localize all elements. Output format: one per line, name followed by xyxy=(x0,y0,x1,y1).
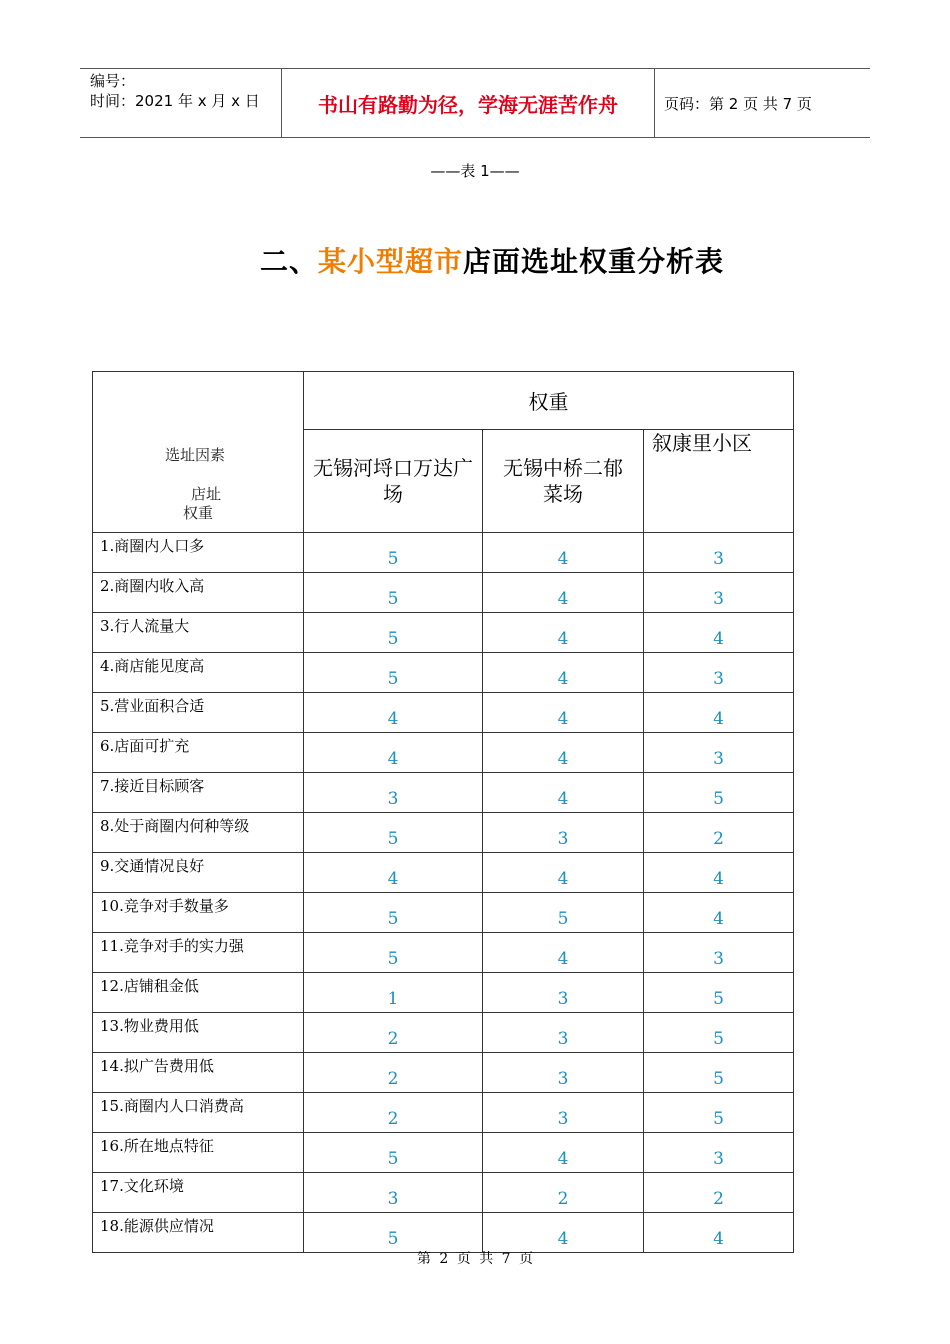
factor-label: 7.接近目标顾客 xyxy=(93,773,304,813)
weight-value: 5 xyxy=(644,1093,794,1133)
weight-value: 2 xyxy=(304,1013,483,1053)
factor-label: 17.文化环境 xyxy=(93,1173,304,1213)
page-header xyxy=(80,68,870,138)
weight-value: 3 xyxy=(644,933,794,973)
weight-value: 5 xyxy=(304,533,483,573)
weight-header: 权重 xyxy=(304,372,794,430)
factor-label: 5.营业面积合适 xyxy=(93,693,304,733)
weight-value: 4 xyxy=(483,853,644,893)
table-row xyxy=(93,1093,794,1133)
title-highlight: 某小型超市 xyxy=(317,245,463,278)
table-caption: ——表 1—— xyxy=(430,162,520,180)
table-row xyxy=(93,1213,794,1253)
weight-value: 5 xyxy=(304,813,483,853)
weight-value: 5 xyxy=(304,613,483,653)
weight-value: 3 xyxy=(483,1053,644,1093)
weight-value: 4 xyxy=(644,613,794,653)
weight-value: 3 xyxy=(644,573,794,613)
table-row xyxy=(93,533,794,573)
header-meta xyxy=(90,71,260,111)
weight-value: 5 xyxy=(304,573,483,613)
weight-value: 5 xyxy=(304,893,483,933)
title-prefix: 二、 xyxy=(259,245,318,278)
factor-label: 1.商圈内人口多 xyxy=(93,533,304,573)
table-row xyxy=(93,1053,794,1093)
title-suffix: 店面选址权重分析表 xyxy=(463,245,725,278)
weight-value: 4 xyxy=(304,853,483,893)
factor-label: 2.商圈内收入高 xyxy=(93,573,304,613)
factor-label: 13.物业费用低 xyxy=(93,1013,304,1053)
weight-value: 4 xyxy=(644,1213,794,1253)
table-row xyxy=(93,693,794,733)
table-row xyxy=(93,733,794,773)
weight-value: 4 xyxy=(304,733,483,773)
weight-value: 5 xyxy=(304,933,483,973)
weight-value: 5 xyxy=(644,1053,794,1093)
weight-value: 4 xyxy=(483,933,644,973)
factor-label: 18.能源供应情况 xyxy=(93,1213,304,1253)
weight-value: 4 xyxy=(483,693,644,733)
table-row xyxy=(93,1133,794,1173)
weight-value: 3 xyxy=(304,1173,483,1213)
site-header-3: 叙康里小区 xyxy=(644,430,794,533)
weight-value: 2 xyxy=(644,813,794,853)
weight-value: 3 xyxy=(483,1093,644,1133)
weight-value: 2 xyxy=(644,1173,794,1213)
weight-value: 2 xyxy=(483,1173,644,1213)
factor-label: 11.竞争对手的实力强 xyxy=(93,933,304,973)
weight-value: 4 xyxy=(483,733,644,773)
table-row xyxy=(93,1173,794,1213)
corner-weight-label: 权重 xyxy=(183,504,214,522)
weight-value: 2 xyxy=(304,1093,483,1133)
factor-label: 8.处于商圈内何种等级 xyxy=(93,813,304,853)
weight-value: 4 xyxy=(483,613,644,653)
weight-value: 4 xyxy=(483,1213,644,1253)
table-row xyxy=(93,613,794,653)
weight-value: 4 xyxy=(483,573,644,613)
table-row xyxy=(93,933,794,973)
weight-table xyxy=(92,371,794,1253)
weight-value: 5 xyxy=(483,893,644,933)
weight-value: 3 xyxy=(483,813,644,853)
header-divider xyxy=(654,69,655,137)
table-row xyxy=(93,853,794,893)
weight-value: 3 xyxy=(644,653,794,693)
factor-label: 12.店铺租金低 xyxy=(93,973,304,1013)
header-motto: 书山有路勤为径，学海无涯苦作舟 xyxy=(318,93,618,117)
corner-factor-label: 选址因素 xyxy=(165,446,226,464)
weight-value: 3 xyxy=(644,733,794,773)
factor-label: 16.所在地点特征 xyxy=(93,1133,304,1173)
site-header-1: 无锡河埒口万达广场 xyxy=(304,430,483,533)
table-row xyxy=(93,653,794,693)
factor-label: 10.竞争对手数量多 xyxy=(93,893,304,933)
factor-label: 6.店面可扩充 xyxy=(93,733,304,773)
weight-value: 5 xyxy=(304,653,483,693)
weight-value: 4 xyxy=(644,893,794,933)
weight-value: 2 xyxy=(304,1053,483,1093)
corner-site-label: 店址 xyxy=(191,485,222,503)
corner-cell xyxy=(93,372,304,533)
weight-value: 4 xyxy=(483,533,644,573)
weight-value: 5 xyxy=(644,1013,794,1053)
table-row xyxy=(93,573,794,613)
weight-value: 3 xyxy=(483,973,644,1013)
factor-label: 15.商圈内人口消费高 xyxy=(93,1093,304,1133)
factor-label: 4.商店能见度高 xyxy=(93,653,304,693)
weight-value: 1 xyxy=(304,973,483,1013)
weight-value: 4 xyxy=(483,1133,644,1173)
table-row xyxy=(93,1013,794,1053)
weight-value: 5 xyxy=(644,773,794,813)
table-row xyxy=(93,773,794,813)
table-row xyxy=(93,973,794,1013)
weight-value: 3 xyxy=(483,1013,644,1053)
weight-value: 5 xyxy=(644,973,794,1013)
weight-value: 3 xyxy=(644,1133,794,1173)
factor-label: 3.行人流量大 xyxy=(93,613,304,653)
weight-value: 4 xyxy=(483,653,644,693)
site-header-2: 无锡中桥二郁菜场 xyxy=(483,430,644,533)
table-row xyxy=(93,893,794,933)
time-label: 时间：2021 年 x 月 x 日 xyxy=(90,92,260,110)
weight-value: 5 xyxy=(304,1133,483,1173)
factor-label: 9.交通情况良好 xyxy=(93,853,304,893)
number-label: 编号： xyxy=(90,72,136,90)
table-body xyxy=(93,533,794,1253)
table-row xyxy=(93,813,794,853)
weight-value: 5 xyxy=(304,1213,483,1253)
header-page-label: 页码：第 2 页 共 7 页 xyxy=(664,95,812,113)
page-footer: 第 2 页 共 7 页 xyxy=(416,1251,534,1267)
weight-value: 4 xyxy=(304,693,483,733)
factor-label: 14.拟广告费用低 xyxy=(93,1053,304,1093)
weight-value: 4 xyxy=(483,773,644,813)
weight-value: 3 xyxy=(644,533,794,573)
weight-value: 4 xyxy=(644,693,794,733)
weight-value: 4 xyxy=(644,853,794,893)
weight-value: 3 xyxy=(304,773,483,813)
page-title xyxy=(0,240,950,280)
